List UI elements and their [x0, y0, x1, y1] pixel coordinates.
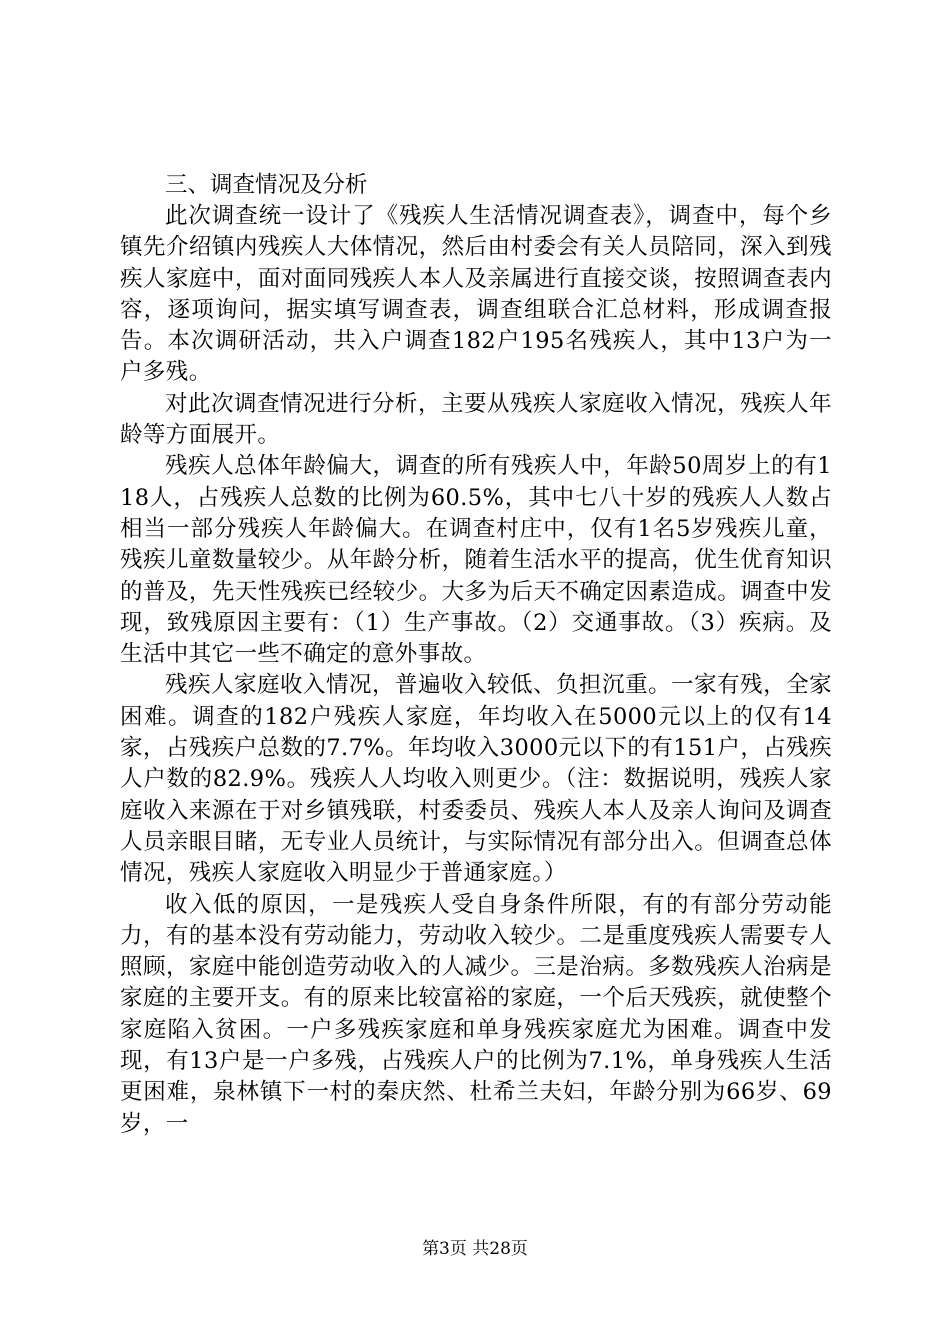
paragraph-age-analysis: 残疾人总体年龄偏大，调查的所有残疾人中，年龄50周岁上的有118人，占残疾人总数的比例为60.5%，其中七八十岁的残疾人人数占相当一部分残疾人年龄偏大。在调查村庄中，仅有1名5岁残疾儿童，残疾儿童数量较少。从年龄分析，随着生活水平的提高，优生优育知识的普及，先天性残疾已经较少。大多为后天不确定因素造成。调查中发现，致残原因主要有：（1）生产事故。（2）交通事故。（3）疾病。及生活中其它一些不确定的意外事故。	[120, 453, 832, 668]
paragraph-survey-method: 此次调查统一设计了《残疾人生活情况调查表》，调查中，每个乡镇先介绍镇内残疾人大体情况，然后由村委会有关人员陪同，深入到残疾人家庭中，面对面同残疾人本人及亲属进行直接交谈，按照调查表内容，逐项询问，据实填写调查表，调查组联合汇总材料，形成调查报告。本次调研活动，共入户调查182户195名残疾人，其中13户为一户多残。	[120, 203, 832, 386]
page-footer: 第3页 共28页	[422, 1239, 528, 1259]
document-body	[120, 170, 832, 1140]
paragraph-income-analysis: 残疾人家庭收入情况，普遍收入较低、负担沉重。一家有残，全家困难。调查的182户残疾人家庭，年均收入在5000元以上的仅有14家，占残疾户总数的7.7%。年均收入3000元以下的有151户，占残疾人户数的82.9%。残疾人人均收入则更少。（注：数据说明，残疾人家庭收入来源在于对乡镇残联，村委委员、残疾人本人及亲人询问及调查人员亲眼目睹，无专业人员统计，与实际情况有部分出入。但调查总体情况，残疾人家庭收入明显少于普通家庭。）	[120, 672, 832, 887]
section-heading: 三、调查情况及分析	[165, 172, 368, 198]
paragraph-analysis-scope: 对此次调查情况进行分析，主要从残疾人家庭收入情况，残疾人年龄等方面展开。	[120, 390, 832, 449]
paragraph-low-income-reasons: 收入低的原因，一是残疾人受自身条件所限，有的有部分劳动能力，有的基本没有劳动能力，劳动收入较少。二是重度残疾人需要专人照顾，家庭中能创造劳动收入的人减少。三是治病。多数残疾人治病是家庭的主要开支。有的原来比较富裕的家庭，一个后天残疾，就使整个家庭陷入贫困。一户多残疾家庭和单身残疾家庭尤为困难。调查中发现，有13户是一户多残，占残疾人户的比例为7.1%，单身残疾人生活更困难，泉林镇下一村的秦庆然、杜希兰夫妇，年龄分别为66岁、69岁，一	[120, 891, 832, 1137]
